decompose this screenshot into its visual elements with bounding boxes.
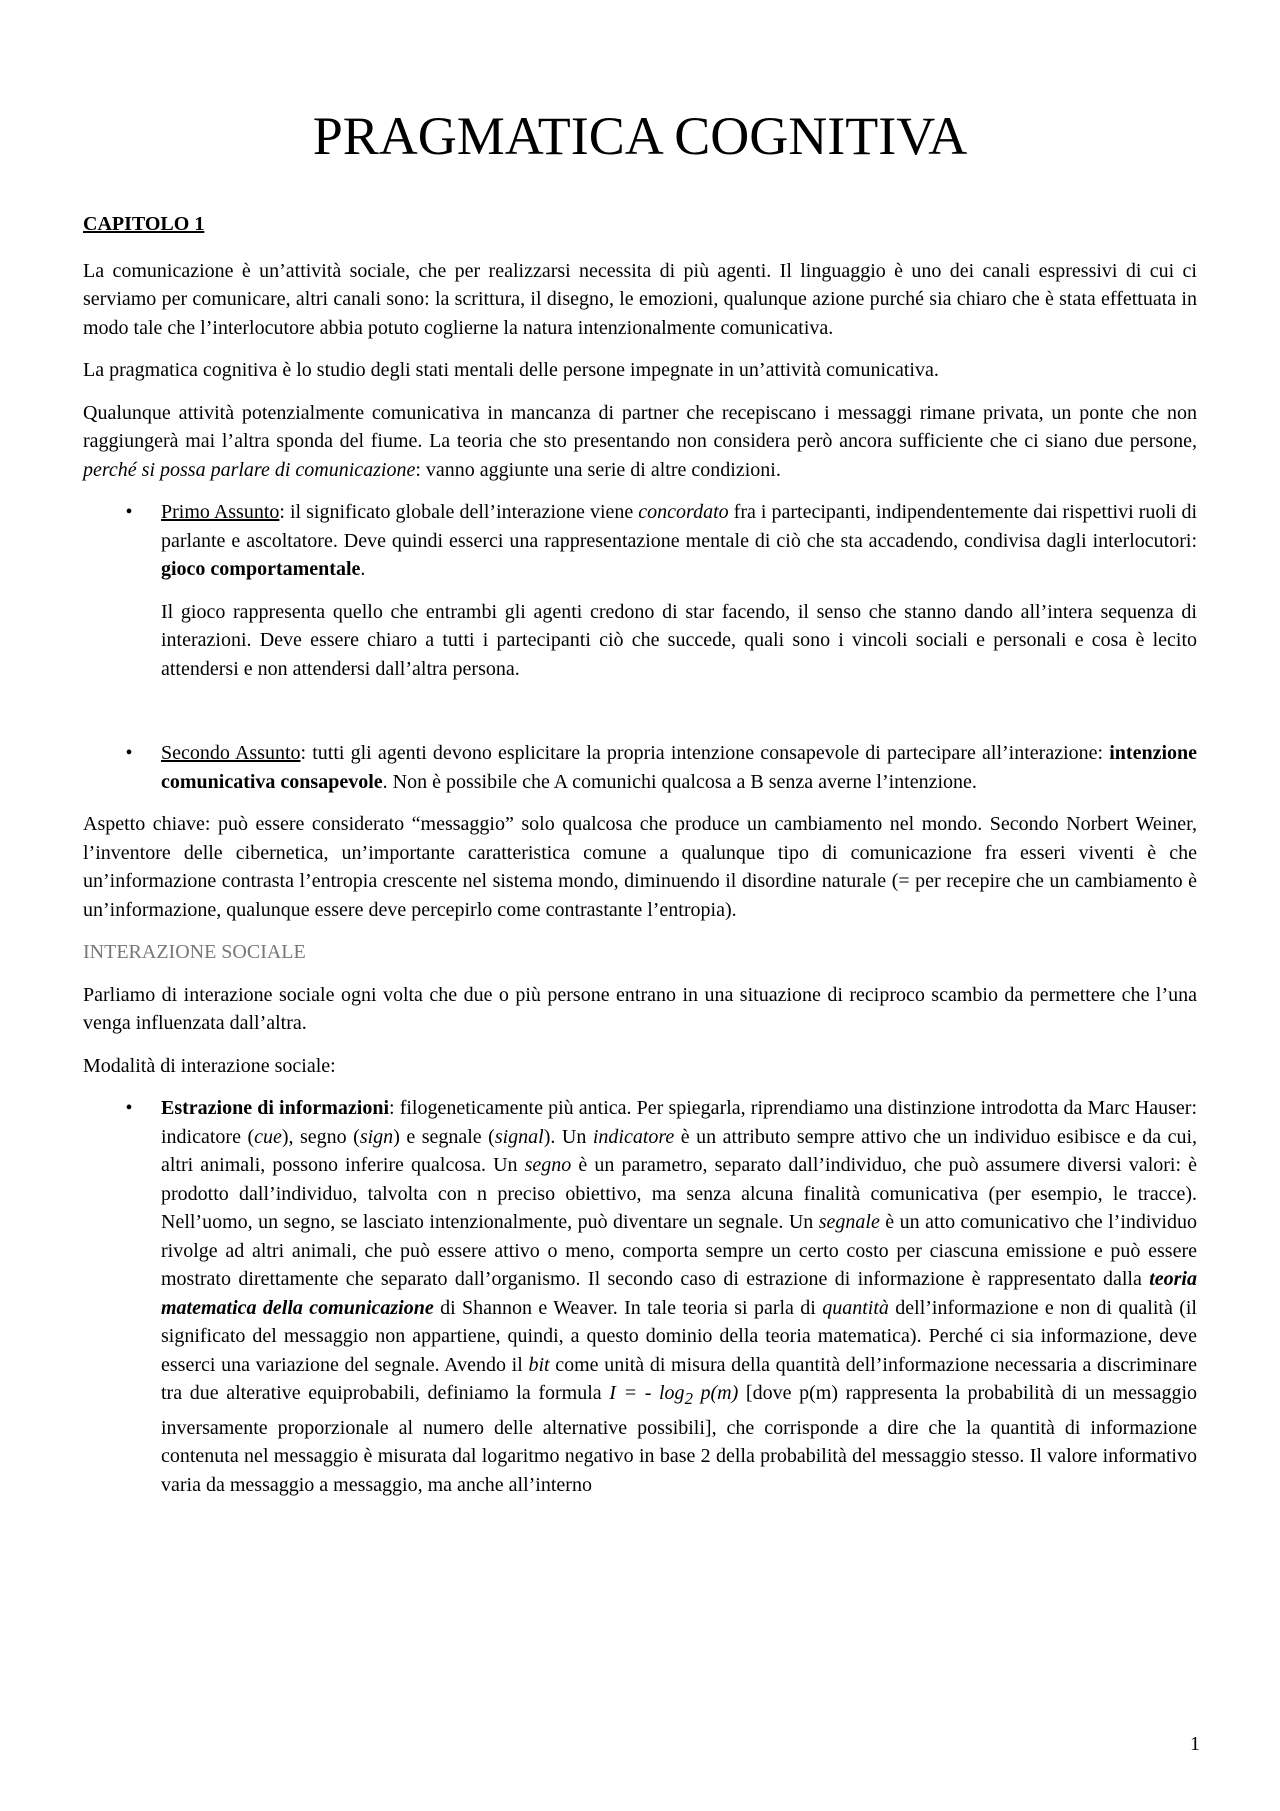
modalita-list [83, 1094, 1197, 1499]
italic-span: sign [359, 1125, 394, 1148]
text-span: . [360, 558, 366, 580]
text-span: : il significato globale dell’interazione viene [279, 501, 639, 523]
bullet-icon: • [125, 742, 133, 764]
italic-span: cue [254, 1125, 282, 1148]
estrazione-text [161, 1094, 1197, 1499]
paragraph-conditions [83, 399, 1197, 485]
italic-span: perché si possa parlare di comunicazione [83, 458, 416, 481]
primo-assunto-text [161, 498, 1197, 584]
text-span: di Shannon e Weaver. In tale teoria si parla di [433, 1296, 823, 1319]
text-span: Qualunque attività potenzialmente comunicativa in mancanza di partner che recepiscano i messaggi rimane privata, un ponte che non raggiungerà mai l’altra sponda del fiume. La teoria che sto presentando non considera però ancora sufficiente che ci siano due persone, [83, 401, 1197, 452]
italic-span: signal [494, 1125, 544, 1148]
italic-span: segnale [818, 1211, 880, 1233]
page-number: 1 [1190, 1733, 1200, 1755]
italic-span: indicatore [592, 1125, 675, 1148]
paragraph-interazione-definition: Parliamo di interazione sociale ogni volta che due o più persone entrano in una situazione di reciproco scambio da permettere che l’una venga influenzata dall’altra. [83, 983, 1197, 1034]
primo-assunto-label: Primo Assunto [161, 501, 280, 523]
gioco-paragraph: Il gioco rappresenta quello che entrambi gli agenti credono di star facendo, il senso che stanno dando all’intera sequenza di interazioni. Deve essere chiaro a tutti i partecipanti ciò che succede, quali sono i vincoli sociali e personali e cosa è lecito attendersi e non attendersi dall’altra persona. [161, 600, 1197, 680]
bullet-icon: • [125, 501, 133, 523]
list-item-estrazione [83, 1094, 1197, 1499]
italic-span: teoria matematica della comunicazione [161, 1268, 1197, 1319]
italic-span: concordato [638, 501, 729, 523]
text-span: : filogeneticamente più antica. Per spiegarla, riprendiamo una distinzione introdotta da Marc Hauser: indicatore ( [161, 1097, 1197, 1148]
bold-term: intenzione comunicativa consapevole [161, 742, 1198, 793]
text-span: è un attributo sempre attivo che un individuo esibisce e da cui, altri animali, possono inferire qualcosa. Un [161, 1125, 1198, 1176]
secondo-assunto-text [161, 739, 1197, 796]
section-heading-interazione: INTERAZIONE SOCIALE [83, 941, 306, 963]
italic-span: bit [528, 1353, 550, 1376]
text-span: è un parametro, separato dall’individuo, che può assumere diversi valori: è prodotto dall’individuo, talvolta con n preciso obiettivo, ma senza alcuna finalità comunicativa (per esempio, le tracce). Nell’uomo, un segno, se lasciato intenzionalmente, può diventare un segnale. Un [161, 1154, 1198, 1233]
text-span: . Non è possibile che A comunichi qualcosa a B senza averne l’intenzione. [382, 770, 977, 793]
secondo-assunto-label: Secondo Assunto [161, 742, 301, 764]
bold-term: gioco comportamentale [161, 558, 361, 580]
assunti-list [83, 498, 1197, 796]
spacer [161, 697, 1197, 739]
italic-span: quantità [822, 1296, 889, 1319]
paragraph-aspetto-chiave: Aspetto chiave: può essere considerato “messaggio” solo qualcosa che produce un cambiamento nel mondo. Secondo Norbert Weiner, l’inventore delle cibernetica, un’importante caratteristica comune a qualunque tipo di comunicazione fra esseri viventi è che un’informazione contrasta l’entropia crescente nel sistema mondo, diminuendo il disordine naturale (= per recepire che un cambiamento è un’informazione, qualunque essere deve percepirlo come contrastante l’entropia). [83, 813, 1197, 921]
formula-text: p(m) [692, 1382, 739, 1404]
formula-text: I = - log [609, 1382, 685, 1404]
paragraph-definition: La pragmatica cognitiva è lo studio degli stati mentali delle persone impegnate in un’attività comunicativa. [83, 359, 939, 381]
text-span: ). Un [543, 1125, 593, 1148]
paragraph-modalita: Modalità di interazione sociale: [83, 1054, 336, 1077]
paragraph-intro: La comunicazione è un’attività sociale, che per realizzarsi necessita di più agenti. Il linguaggio è uno dei canali espressivi di cui ci serviamo per comunicare, altri canali sono: la scrittura, il disegno, le emozioni, qualunque azione purché sia chiaro che è stata effettuata in modo tale che l’interlocutore abbia potuto coglierne la natura intenzionalmente comunicativa. [83, 259, 1197, 339]
document-title: PRAGMATICA COGNITIVA [312, 106, 968, 166]
text-span: : vanno aggiunte una serie di altre condizioni. [415, 458, 781, 481]
italic-span: segno [524, 1154, 572, 1176]
text-span: fra i partecipanti, indipendentemente dai rispettivi ruoli di parlante e ascoltatore. Deve quindi esserci una rappresentazione mentale di ciò che sta accadendo, condivisa dagli interlocutori: [161, 501, 1198, 552]
text-span: è un atto comunicativo che l’individuo rivolge ad altri animali, che può essere attivo o meno, comporta sempre un certo costo per ciascuna emissione e può essere mostrato direttamente che separato dall’organismo. Il secondo caso di estrazione di informazione è rappresentato dalla [161, 1211, 1197, 1290]
text-span: come unità di misura della quantità dell’informazione necessaria a discriminare tra due alterative equiprobabili, definiamo la formula [161, 1353, 1198, 1404]
text-span: dell’informazione e non di qualità (il significato del messaggio non appartiene, quindi, a questo dominio della teoria matematica). Perché ci sia informazione, deve esserci una variazione del segnale. Avendo il [161, 1296, 1197, 1376]
list-item-primo-assunto [83, 498, 1197, 739]
list-item-secondo-assunto [83, 739, 1197, 796]
chapter-heading: CAPITOLO 1 [83, 213, 205, 235]
bullet-icon: • [125, 1097, 133, 1119]
text-span: [dove p(m) rappresenta la probabilità di un messaggio inversamente proporzionale al numero delle alternative possibili], che corrisponde a dire che la quantità di informazione contenuta nel messaggio è misurata dal logaritmo negativo in base 2 della probabilità del messaggio stesso. Il valore informativo varia da messaggio a messaggio, ma anche all’interno [161, 1382, 1198, 1496]
formula-subscript: 2 [684, 1389, 693, 1408]
formula [609, 1382, 739, 1408]
document-body [83, 210, 1197, 1513]
text-span: ) e segnale ( [393, 1125, 495, 1148]
text-span: ), segno ( [281, 1125, 360, 1148]
text-span: : tutti gli agenti devono esplicitare la propria intenzione consapevole di partecipare all’interazione: [300, 742, 1110, 764]
bold-term: Estrazione di informazioni [161, 1097, 390, 1119]
